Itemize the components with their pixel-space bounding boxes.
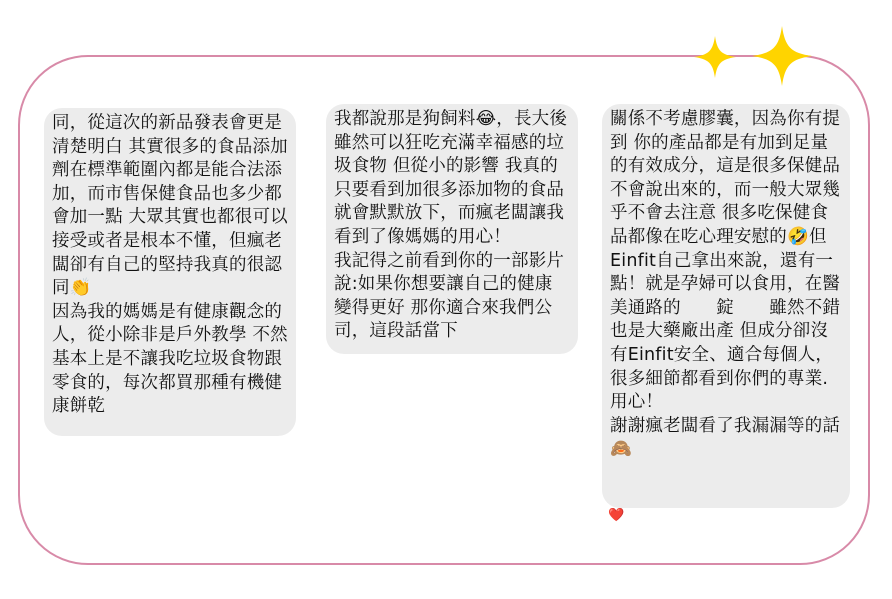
message-bubble-left — [44, 108, 296, 436]
message-bubble-middle — [326, 104, 578, 354]
small-star-icon — [694, 36, 736, 78]
large-star-icon — [752, 26, 812, 86]
message-text: 我都說那是狗飼料😂，長大後雖然可以狂吃充滿幸福感的垃圾食物 但從小的影響 我真的只要看到加很多添加物的食品就會默默放下，而瘋老闆讓我看到了像媽媽的用心！ 我記得之前看到你的一部影片說:如果你想要讓自己的健康變得更好 那你適合來我們公司，這段話當下 — [334, 109, 568, 342]
message-text: 同，從這次的新品發表會更是清楚明白 其實很多的食品添加劑在標準範圍內都是能合法添加，而市售保健食品也多少都會加一點 大眾其實也都很可以接受或者是根本不懂，但瘋老闆卻有自己的堅持我真的很認同👏 因為我的媽媽是有健康觀念的人，從小除非是戶外教學 不然基本上是不讓我吃垃圾食物跟零食的，每次都買那種有機健康餅乾 — [52, 113, 288, 417]
heart-reaction-icon: ❤️ — [608, 508, 625, 523]
message-bubble-right — [602, 104, 850, 508]
message-text: 關係不考慮膠囊，因為你有提到 你的產品都是有加到足量的有效成分，這是很多保健品不會說出來的，而一般大眾幾乎不會去注意 很多吃保健食品都像在吃心理安慰的🤣但Einfit自己拿出來說，還有一點！就是孕婦可以食用，在醫美通路的 錠 雖然不錯 也是大藥廠出產 但成分卻沒有Einfit安全、適合每個人，很多細節都看到你們的專業.用心！ 謝謝瘋老闆看了我漏漏等的話🙈 — [610, 109, 841, 460]
